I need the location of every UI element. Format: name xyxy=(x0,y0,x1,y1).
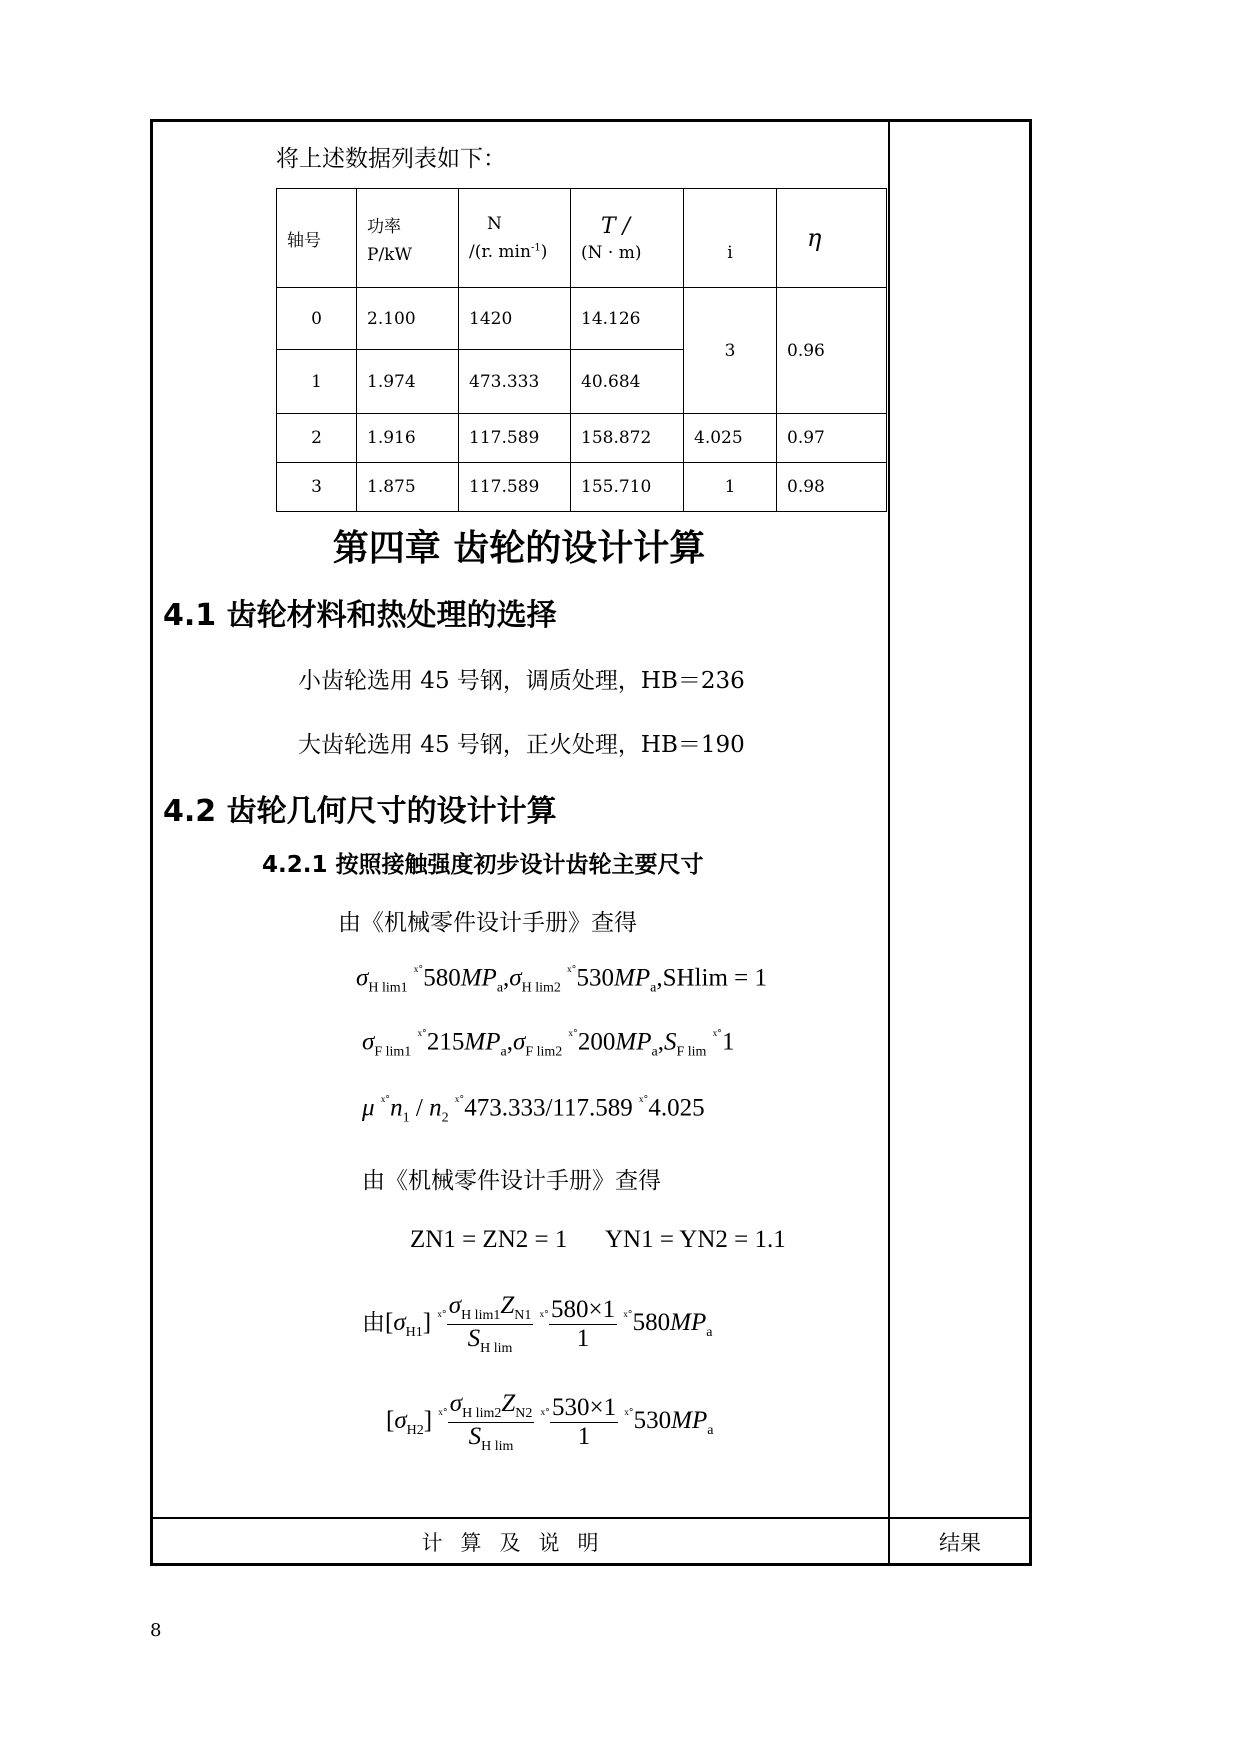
header-power: 功率 P/kW xyxy=(357,189,459,288)
page-number: 8 xyxy=(150,1620,162,1641)
table-row: 1 1.974 473.333 40.684 xyxy=(277,350,887,414)
equation-life-factor-z: ZN1 = ZN2 = 1 xyxy=(410,1226,568,1253)
equation-allowable-stress-1: 由$[\sigma_{H1}]$ $^{ˣ˚}$ $\frac{\sigma_{H lim1}Z_{N1}}{S_{H lim}}$ $^{ˣ˚}$ $\frac{580\times 1}{1}$ $^{ˣ˚}580MP_a$ xyxy=(362,1292,713,1356)
equation-life-factor-y: YN1 = YN2 = 1.1 xyxy=(605,1226,786,1253)
subsection-heading-4-2-1: 4.2.1 按照接触强度初步设计齿轮主要尺寸 xyxy=(262,852,704,878)
footer-result-label: 结果 xyxy=(939,1531,981,1555)
handbook-reference-2: 由《机械零件设计手册》查得 xyxy=(362,1168,661,1194)
table-row: 2 1.916 117.589 158.872 4.025 0.97 xyxy=(277,414,887,463)
header-shaft: 轴号 xyxy=(277,189,357,288)
chapter-title: 第四章 齿轮的设计计算 xyxy=(332,528,706,569)
result-column-divider xyxy=(888,119,890,1566)
intro-text: 将上述数据列表如下： xyxy=(276,146,506,172)
header-speed: N /(r. $\min^{-1}$) xyxy=(459,189,571,288)
table-row: 0 2.100 1420 14.126 3 0.96 xyxy=(277,288,887,350)
section-heading-4-2: 4.2 齿轮几何尺寸的设计计算 xyxy=(163,794,557,829)
shaft-parameter-table xyxy=(276,188,887,512)
ratio-merged: 3 xyxy=(684,288,777,414)
equation-gear-ratio: μ $^{ˣ˚}n_1 / n_2$ $^{ˣ˚}$473.333/117.589 $^{ˣ˚}$4.025 xyxy=(362,1094,705,1126)
small-gear-text: 小齿轮选用 45 号钢，调质处理，HB＝236 xyxy=(298,668,745,694)
table-row: 3 1.875 117.589 155.710 1 0.98 xyxy=(277,463,887,512)
equation-contact-limit: $\sigma_{H lim1}$ $^{ˣ˚}580MP_a,\sigma_{H lim2}$ $^{ˣ˚}530MP_a,SHlim = 1$ xyxy=(356,964,767,996)
header-torque: T / (N · m) xyxy=(571,189,684,288)
equation-allowable-stress-2: $[\sigma_{H2}]$ $^{ˣ˚}$ $\frac{\sigma_{H lim2}Z_{N2}}{S_{H lim}}$ $^{ˣ˚}$ $\frac{530\times 1}{1}$ $^{ˣ˚}530MP_a$ xyxy=(386,1390,714,1454)
footer-calculation-label: 计算及说明 xyxy=(421,1531,617,1555)
table-header-row xyxy=(277,189,887,288)
large-gear-text: 大齿轮选用 45 号钢，正火处理，HB＝190 xyxy=(298,732,745,758)
header-efficiency: η xyxy=(777,189,887,288)
efficiency-merged: 0.96 xyxy=(777,288,887,414)
handbook-reference-1: 由《机械零件设计手册》查得 xyxy=(338,910,637,936)
equation-bending-limit: $\sigma_{F lim1}$ $^{ˣ˚}215MP_a,\sigma_{F lim2}$ $^{ˣ˚}200MP_a,S_{F lim}$ $^{ˣ˚}$1 xyxy=(362,1028,735,1060)
footer-divider xyxy=(150,1517,1032,1519)
section-heading-4-1: 4.1 齿轮材料和热处理的选择 xyxy=(163,598,557,633)
header-ratio: i xyxy=(684,189,777,288)
